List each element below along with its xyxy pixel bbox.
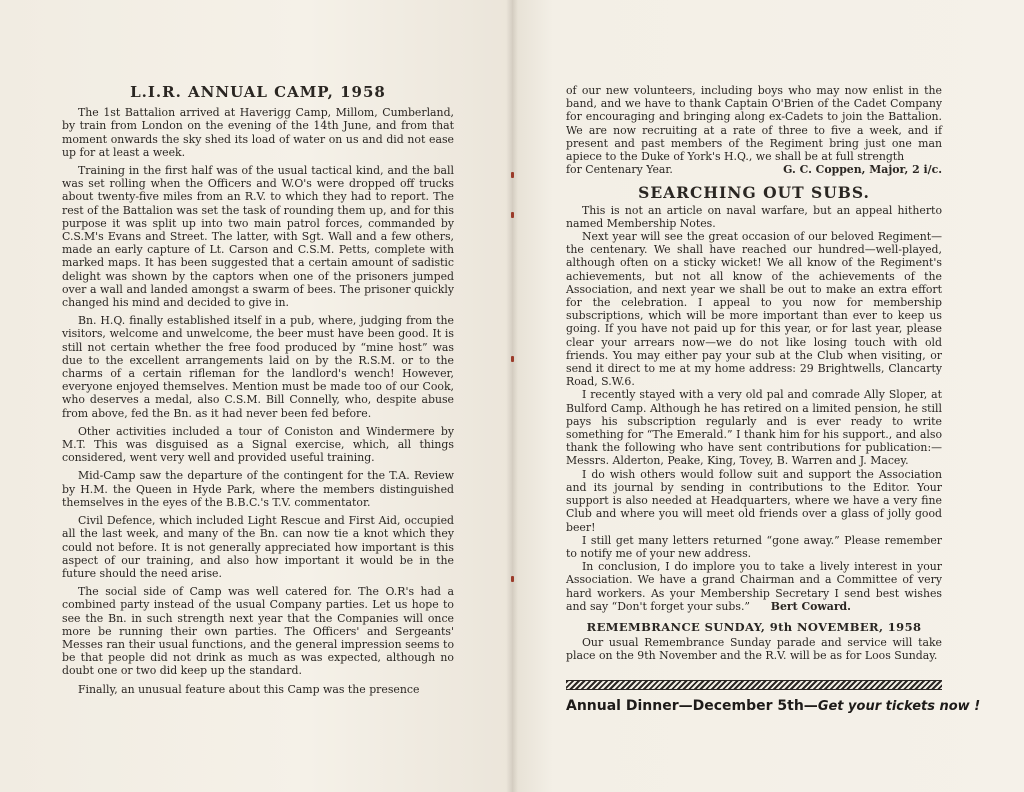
camp-continuation: of our new volunteers, including boys who may now enlist in the band, and we have to thank Captain O'Brien of the Cadet Company for encouraging and bringing along ex-Cadets to join the Battalion. We are now recruiting at a rate of three to five a week, and if present and past members of the Regiment bring just one man apiece to the Duke of York's H.Q., we shall be at full strength	[566, 84, 942, 164]
subs-closing	[566, 560, 942, 613]
camp-paragraph: Mid-Camp saw the departure of the contingent for the T.A. Review by H.M. the Queen in Hyde Park, where the members distinguished themselves in the eyes of the B.B.C.'s T.V. commentator.	[62, 469, 454, 509]
dinner-tickets: Get your tickets now !	[817, 699, 981, 714]
dinner-main: Annual Dinner—December 5th—	[566, 698, 818, 714]
camp-article	[62, 83, 454, 696]
subs-closing-text: In conclusion, I do implore you to take a lively interest in your Association. We have a grand Chairman and a Committee of very hard workers. As your Membership Secretary I send best wishes and say “Don't forget your subs.”	[566, 560, 942, 613]
camp-continuation-end: for Centenary Year.	[566, 163, 673, 177]
binding-stitch	[511, 576, 514, 582]
subs-paragraph: This is not an article on naval warfare, but an appeal hitherto named Membership Notes.	[566, 203, 942, 230]
remembrance-title: REMEMBRANCE SUNDAY, 9th NOVEMBER, 1958	[586, 619, 922, 634]
subs-paragraph: I do wish others would follow suit and support the Association and its journal by sending in contributions to the Editor. Your support is also needed at Headquarters, where we have a very fine Club and where you will meet old friends over a glass of jolly good beer!	[566, 467, 942, 534]
binding-stitch	[511, 212, 514, 218]
camp-article-title: L.I.R. ANNUAL CAMP, 1958	[130, 83, 386, 101]
camp-paragraph: The 1st Battalion arrived at Haverigg Camp, Millom, Cumberland, by train from London on the evening of the 14th June, and from that moment onwards the sky shed its load of water on us and did not ease up for at least a week.	[62, 106, 454, 159]
camp-paragraph: The social side of Camp was well catered for. The O.R's had a combined party instead of the usual Company parties. Let us hope to see the Bn. in such strength next year that the Companies will once more be running their own parties. The Officers' and Sergeants' Messes ran their usual functions, and the general impression seems to be that people did not drink as much as was expected, although no doubt one or two did keep up the standard.	[62, 585, 454, 678]
page-gutter	[506, 0, 518, 792]
camp-paragraph: Other activities included a tour of Coniston and Windermere by M.T. This was disguised as a Signal exercise, which, all things considered, went very well and provided useful training.	[62, 424, 454, 465]
camp-signature-line	[566, 163, 942, 176]
coppen-signature: G. C. Coppen, Major, 2 i/c.	[783, 163, 942, 177]
coward-signature: Bert Coward.	[770, 599, 851, 613]
right-column	[566, 84, 942, 663]
subs-paragraph: I recently stayed with a very old pal and comrade Ally Sloper, at Bulford Camp. Although he has retired on a limited pension, he still pays his subscription regularly and is ever ready to write something for “The Emerald.” I thank him for his support., and also thank the following who have sent contributions for publication:— Messrs. Alderton, Peake, King, Tovey, B. Warren and J. Macey.	[566, 388, 942, 468]
binding-stitch	[511, 172, 514, 178]
rope-divider	[566, 680, 942, 690]
camp-paragraph: Finally, an unusual feature about this Camp was the presence	[78, 682, 420, 696]
camp-paragraph: Bn. H.Q. finally established itself in a pub, where, judging from the visitors, welcome and unwelcome, the beer must have been good. It is still not certain whether the free food produced by “mine host” was due to the excellent arrangements laid on by the R.S.M. or to the charms of a certain rifleman for the landlord's wench! However, everyone enjoyed themselves. Mention must be made too of our Cook, who deserves a medal, also C.S.M. Bill Connelly, who, despite abuse from above, fed the Bn. as it had never been fed before.	[62, 314, 454, 420]
binding-stitch	[511, 356, 514, 362]
remembrance-text: Our usual Remembrance Sunday parade and service will take place on the 9th November and the R.V. will be as for Loos Sunday.	[566, 636, 942, 663]
camp-paragraph: Training in the first half was of the usual tactical kind, and the ball was set rolling when the Officers and W.O's were dropped off trucks about twenty-five miles from an R.V. to which they had to report. The rest of the Battalion was set the task of rounding them up, and for this purpose it was split up into two main patrol forces, commanded by C.S.M's Evans and Street. The latter, with Sgt. Wall and a few others, made an early capture of Lt. Carson and C.S.M. Petts, complete with marked maps. It has been suggested that a certain amount of sadistic delight was shown by the captors when one of the prisoners jumped over a wall and landed amongst a swarm of bees. The prisoner quickly changed his mind and decided to give in.	[62, 164, 454, 310]
subs-article-title: SEARCHING OUT SUBS.	[638, 183, 870, 203]
subs-paragraph: I still get many letters returned “gone away.” Please remember to notify me of your new address.	[566, 533, 942, 560]
annual-dinner-notice	[566, 698, 981, 714]
camp-paragraph: Civil Defence, which included Light Rescue and First Aid, occupied all the last week, and many of the Bn. can now tie a knot which they could not before. It is not generally appreciated how important is this aspect of our training, and also how important it would be in the future should the need arise.	[62, 514, 454, 580]
subs-paragraph: Next year will see the great occasion of our beloved Regiment—the centenary. We shall have reached our hundred—well-played, although often on a sticky wicket! We all know of the Regiment's achievements, but not all know of the achievements of the Association, and next year we shall be out to make an extra effort for the celebration. I appeal to you now for membership subscriptions, which will be more important than ever to keep us going. If you have not paid up for this year, or for last year, please clear your arrears now—we do not like losing touch with old friends. You may either pay your sub at the Club when visiting, or send it direct to me at my home address: 29 Brightwells, Clancarty Road, S.W.6.	[566, 230, 942, 389]
